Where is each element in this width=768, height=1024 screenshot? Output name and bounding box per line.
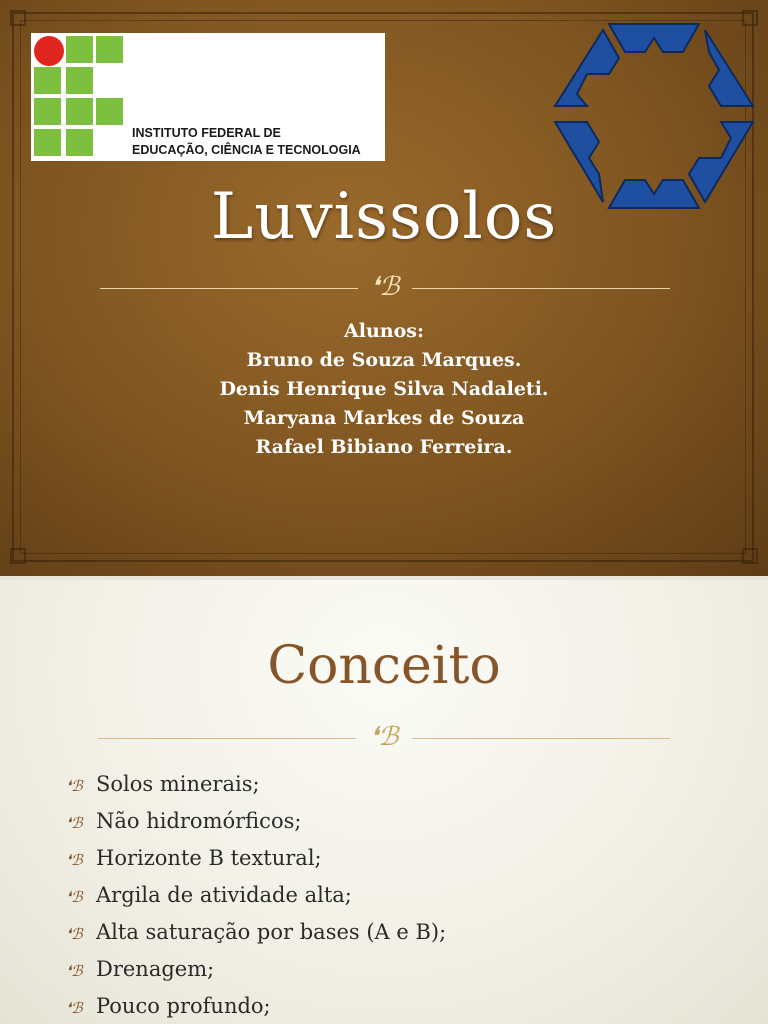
- logo-square: [34, 67, 61, 94]
- list-item: [66, 951, 446, 988]
- bullet-flourish-icon: ❛ℬ: [66, 999, 83, 1017]
- list-item-text: Alta saturação por bases (A e B);: [96, 920, 447, 944]
- list-item: [66, 840, 446, 877]
- list-item-text: Solos minerais;: [96, 772, 260, 796]
- slide-title: Luvissolos: [210, 180, 558, 254]
- divider-left: [100, 288, 358, 289]
- logo-square: [66, 36, 93, 63]
- logo-text-line: EDUCAÇÃO, CIÊNCIA E TECNOLOGIA: [132, 143, 361, 157]
- logo-text-line: INSTITUTO FEDERAL DE: [132, 126, 281, 140]
- bullet-flourish-icon: ❛ℬ: [66, 777, 83, 795]
- frame-corner: [742, 548, 758, 564]
- author-name: Rafael Bibiano Ferreira.: [255, 436, 513, 458]
- list-item: [66, 988, 446, 1024]
- divider-right: [412, 288, 670, 289]
- slide-title: Conceito: [267, 636, 501, 696]
- flourish-icon: ❛ℬ: [370, 272, 400, 302]
- authors-block: [0, 317, 768, 462]
- logo-square: [34, 129, 61, 156]
- list-item-text: Drenagem;: [96, 957, 215, 981]
- divider-right: [412, 738, 670, 739]
- divider-left: [98, 738, 356, 739]
- logo-square: [66, 98, 93, 125]
- list-item-text: Argila de atividade alta;: [96, 883, 352, 907]
- bullet-flourish-icon: ❛ℬ: [66, 851, 83, 869]
- frame-corner: [10, 548, 26, 564]
- author-name: Denis Henrique Silva Nadaleti.: [219, 378, 549, 400]
- ifet-logo: [31, 33, 385, 161]
- logo-text: [132, 125, 382, 159]
- authors-heading: Alunos:: [344, 320, 424, 342]
- bullet-flourish-icon: ❛ℬ: [66, 814, 83, 832]
- concept-list: [66, 766, 446, 1024]
- list-item-text: Não hidromórficos;: [96, 809, 302, 833]
- logo-square: [66, 129, 93, 156]
- logo-square: [96, 98, 123, 125]
- list-item: [66, 877, 446, 914]
- logo-red-dot: [34, 36, 64, 66]
- logo-square: [96, 36, 123, 63]
- frame-corner: [10, 10, 26, 26]
- author-name: Bruno de Souza Marques.: [246, 349, 522, 371]
- concept-slide: [0, 580, 768, 1024]
- bullet-flourish-icon: ❛ℬ: [66, 925, 83, 943]
- flourish-icon: ❛ℬ: [369, 722, 399, 752]
- logo-square: [66, 67, 93, 94]
- list-item: [66, 914, 446, 951]
- list-item-text: Horizonte B textural;: [96, 846, 322, 870]
- bullet-flourish-icon: ❛ℬ: [66, 888, 83, 906]
- list-item: [66, 766, 446, 803]
- list-item: [66, 803, 446, 840]
- list-item-text: Pouco profundo;: [96, 994, 271, 1018]
- bullet-flourish-icon: ❛ℬ: [66, 962, 83, 980]
- logo-square: [34, 98, 61, 125]
- author-name: Maryana Markes de Souza: [243, 407, 525, 429]
